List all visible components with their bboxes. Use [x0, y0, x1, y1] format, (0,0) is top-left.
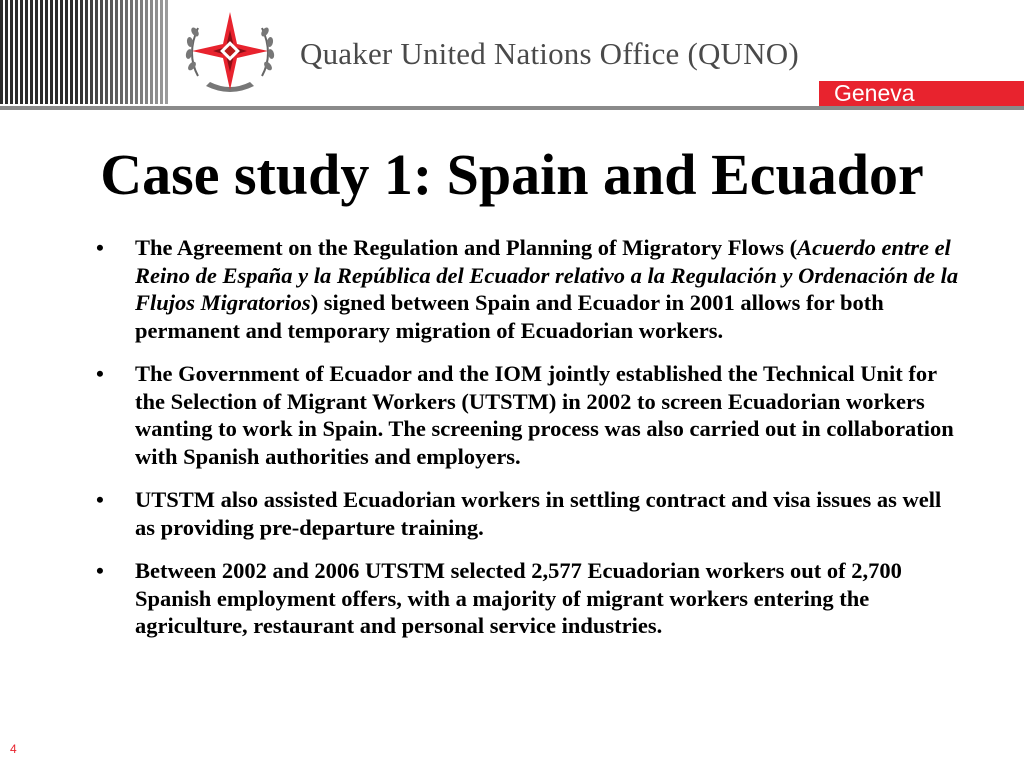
bullet-text-part: ) signed between Spain and Ecuador in 2001 allows for both permanent and temporary migration of Ecuadorian workers. [135, 290, 884, 343]
bullet-text: The Government of Ecuador and the IOM jointly established the Technical Unit for the Selection of Migrant Workers (UTSTM) in 2002 to screen Ecuadorian workers wanting to work in Spain. The screening process was also carried out in collaboration with Spanish authorities and employers. [135, 361, 954, 469]
bullet-text: UTSTM also assisted Ecuadorian workers in settling contract and visa issues as well as providing pre-departure training. [135, 487, 942, 540]
quno-logo-icon [176, 6, 284, 102]
bullet-item [96, 360, 966, 470]
bullet-item [96, 234, 966, 344]
bullet-marker: • [96, 487, 104, 512]
slide-title: Case study 1: Spain and Ecuador [100, 142, 924, 207]
bullet-text-part: The Agreement on the Regulation and Planning of Migratory Flows ( [135, 235, 798, 260]
location-label: Geneva [834, 80, 915, 106]
header-divider [0, 106, 1024, 110]
organization-name: Quaker United Nations Office (QUNO) [300, 36, 799, 71]
header-stripes-fade [74, 0, 170, 104]
bullet-item [96, 557, 966, 640]
bullet-text: Between 2002 and 2006 UTSTM selected 2,577 Ecuadorian workers out of 2,700 Spanish employment offers, with a majority of migrant workers entering the agriculture, restaurant and personal service industries. [135, 558, 902, 638]
bullet-marker: • [96, 558, 104, 583]
bullet-marker: • [96, 361, 104, 386]
bullet-text-italic: Acuerdo entre el Reino de España y la República del Ecuador relativo a la Regulación y Ordenación de la Flujos Migratorios [135, 235, 959, 315]
bullet-marker: • [96, 235, 104, 260]
bullet-list [96, 234, 966, 656]
page-number: 4 [10, 742, 17, 756]
bullet-item [96, 486, 966, 541]
slide-header [0, 0, 1024, 108]
